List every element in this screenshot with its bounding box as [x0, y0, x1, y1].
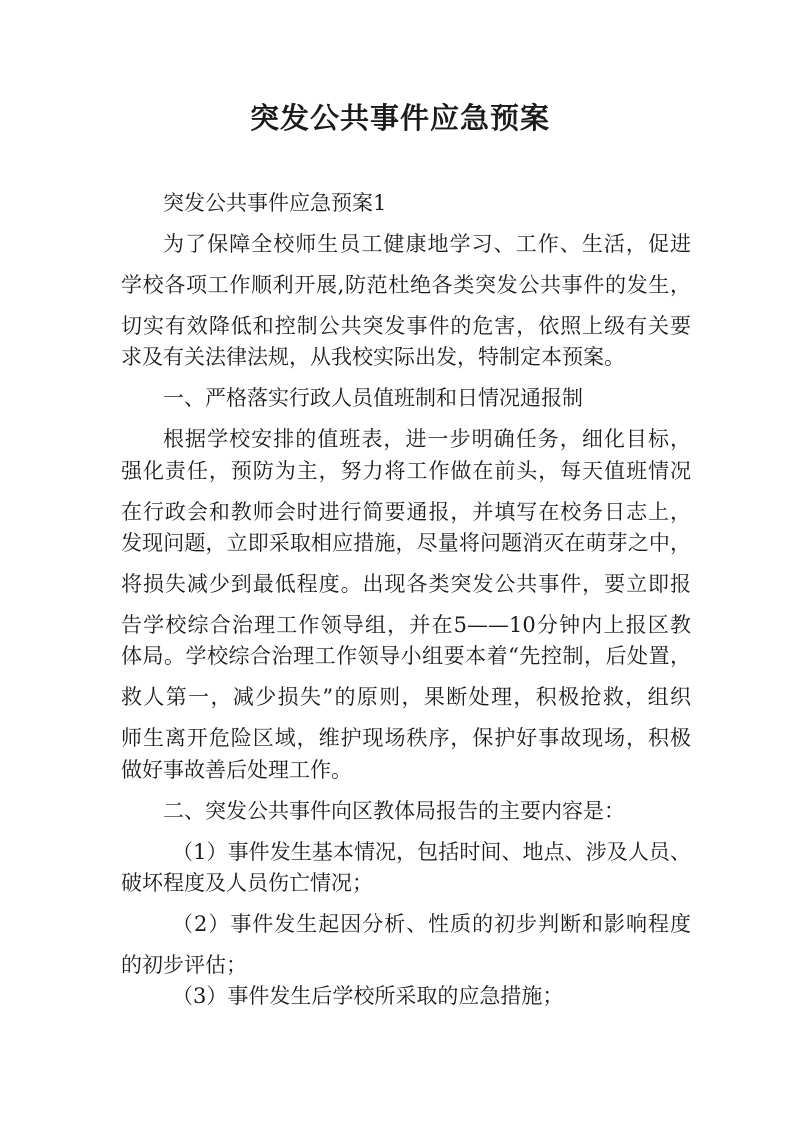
paragraph-line: 为了保障全校师生员工健康地学习、工作、生活，促进	[163, 232, 691, 256]
list-item-line: （3）事件发生后学校所采取的应急措施；	[172, 984, 564, 1008]
list-item-line: （1）事件发生基本情况，包括时间、地点、涉及人员、	[172, 840, 691, 864]
list-item-line: 的初步评估；	[121, 953, 247, 977]
paragraph-line: 求及有关法律法规，从我校实际出发，特制定本预案。	[121, 345, 625, 369]
paragraph-line: 在行政会和教师会时进行简要通报，并填写在校务日志上，	[121, 500, 691, 524]
section-heading: 突发公共事件应急预案1	[163, 191, 387, 215]
paragraph-line: 救人第一，减少损失”的原则，果断处理，积极抢救，组织	[121, 685, 691, 709]
list-item-line: 破坏程度及人员伤亡情况；	[121, 871, 373, 895]
paragraph-line: 根据学校安排的值班表，进一步明确任务，细化目标，	[163, 427, 691, 451]
subsection-heading: 一、严格落实行政人员值班制和日情况通报制	[163, 386, 583, 410]
list-item-line: （2）事件发生起因分析、性质的初步判断和影响程度	[172, 912, 691, 936]
paragraph-line: 体局。学校综合治理工作领导小组要本着“先控制，后处置，	[121, 644, 691, 668]
paragraph-line: 强化责任，预防为主，努力将工作做在前头，每天值班情况	[121, 459, 691, 483]
paragraph-line: 师生离开危险区域，维护现场秩序，保护好事故现场，积极	[121, 726, 691, 750]
paragraph-line: 切实有效降低和控制公共突发事件的危害，依照上级有关要	[121, 314, 691, 338]
paragraph-line: 做好事故善后处理工作。	[121, 758, 352, 782]
document-title: 突发公共事件应急预案	[249, 101, 550, 135]
paragraph-line: 发现问题，立即采取相应措施，尽量将问题消灭在萌芽之中，	[121, 531, 691, 555]
subsection-heading: 二、突发公共事件向区教体局报告的主要内容是：	[163, 799, 625, 823]
paragraph-line: 学校各项工作顺利开展,防范杜绝各类突发公共事件的发生，	[121, 273, 691, 297]
paragraph-line: 告学校综合治理工作领导组，并在5——10分钟内上报区教	[121, 613, 691, 637]
paragraph-line: 将损失减少到最低程度。出现各类突发公共事件，要立即报	[121, 572, 691, 596]
